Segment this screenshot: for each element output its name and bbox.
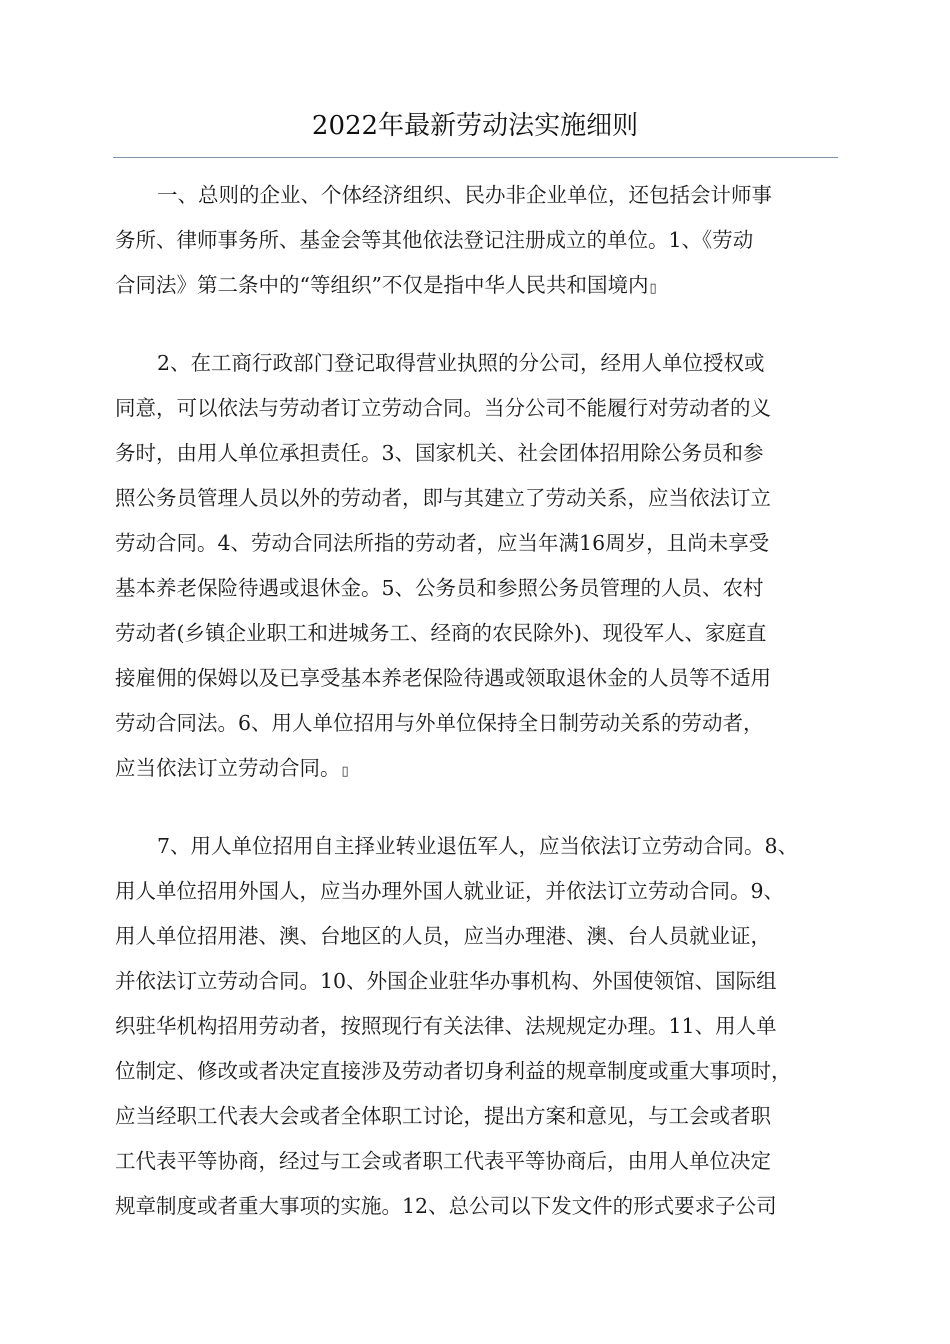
paragraph-end-mark: ▯ [649,281,657,296]
paragraph-line: 合同法》第二条中的“等组织”不仅是指中华人民共和国境内▯ [115,273,657,297]
paragraph-end-mark: ▯ [341,764,349,779]
paragraph-2 [115,341,837,794]
paragraph-line: 用人单位招用港、澳、台地区的人员，应当办理港、澳、台人员就业证， [115,924,771,948]
paragraph-line: 一、总则的企业、个体经济组织、民办非企业单位，还包括会计师事 [157,183,772,207]
paragraph-line: 用人单位招用外国人，应当办理外国人就业证，并依法订立劳动合同。9、 [115,879,785,903]
paragraph-line: 劳动合同法。6、用人单位招用与外单位保持全日制劳动关系的劳动者， [115,711,764,735]
paragraph-line: 织驻华机构招用劳动者，按照现行有关法律、法规规定办理。11、用人单 [115,1014,777,1038]
document-title: 2022年最新劳动法实施细则 [311,111,639,141]
paragraph-1 [115,173,837,311]
paragraph-line: 规章制度或者重大事项的实施。12、总公司以下发文件的形式要求子公司 [115,1194,777,1218]
paragraph-line: 劳动者(乡镇企业职工和进城务工、经商的农民除外)、现役军人、家庭直 [115,621,767,645]
paragraph-line: 应当依法订立劳动合同。▯ [115,756,349,780]
paragraph-line: 照公务员管理人员以外的劳动者，即与其建立了劳动关系，应当依法订立 [115,486,771,510]
title-divider [113,157,838,158]
paragraph-line: 务时，由用人单位承担责任。3、国家机关、社会团体招用除公务员和参 [115,441,764,465]
paragraph-line: 务所、律师事务所、基金会等其他依法登记注册成立的单位。1、《劳动 [115,228,754,252]
paragraph-line: 位制定、修改或者决定直接涉及劳动者切身利益的规章制度或重大事项时， [115,1059,792,1083]
paragraph-line: 7、用人单位招用自主择业转业退伍军人，应当依法订立劳动合同。8、 [157,834,799,858]
paragraph-line: 接雇佣的保姆以及已享受基本养老保险待遇或领取退休金的人员等不适用 [115,666,771,690]
paragraph-line: 劳动合同。4、劳动合同法所指的劳动者，应当年满16周岁，且尚未享受 [115,531,770,555]
paragraph-line: 同意，可以依法与劳动者订立劳动合同。当分公司不能履行对劳动者的义 [115,396,771,420]
paragraph-3 [115,824,837,1229]
paragraph-line: 应当经职工代表大会或者全体职工讨论，提出方案和意见，与工会或者职 [115,1104,771,1128]
paragraph-line: 2、在工商行政部门登记取得营业执照的分公司，经用人单位授权或 [157,351,765,375]
paragraph-line: 基本养老保险待遇或退休金。5、公务员和参照公务员管理的人员、农村 [115,576,764,600]
paragraph-line: 并依法订立劳动合同。10、外国企业驻华办事机构、外国使领馆、国际组 [115,969,777,993]
paragraph-line: 工代表平等协商，经过与工会或者职工代表平等协商后，由用人单位决定 [115,1149,771,1173]
document-body [115,173,837,1259]
